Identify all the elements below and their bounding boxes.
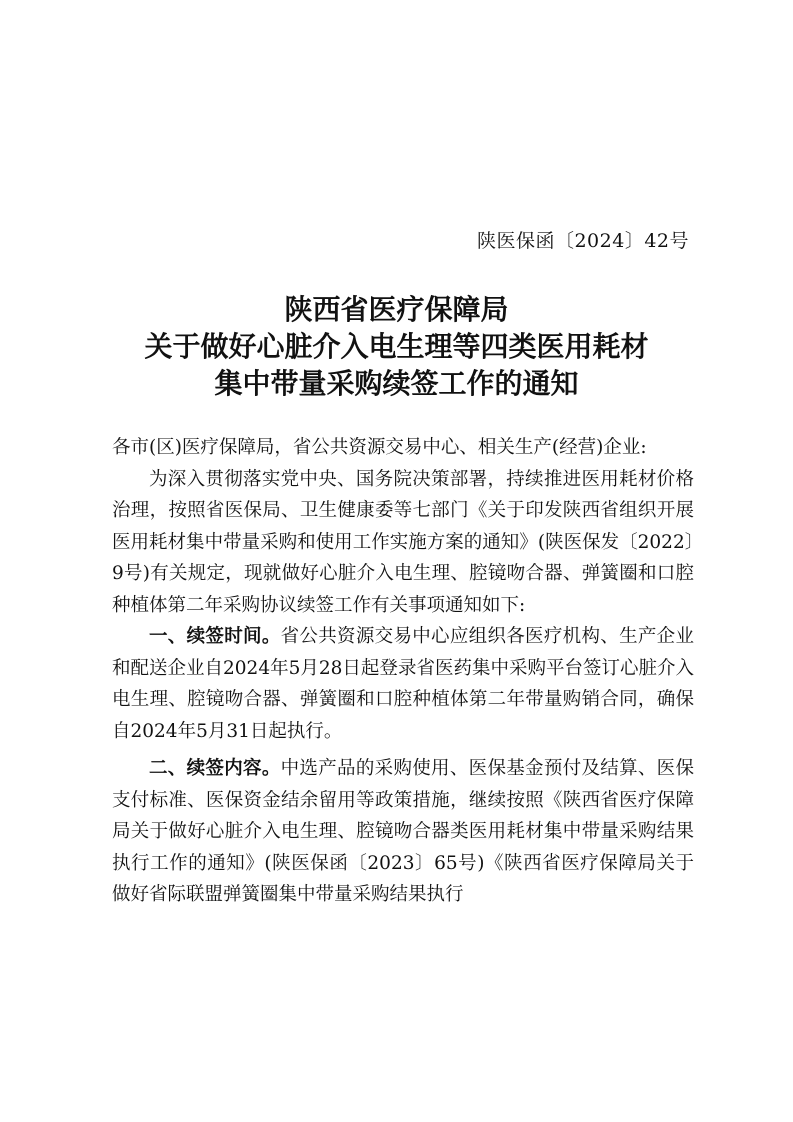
- section-paragraph: [112, 753, 694, 911]
- title-line-2: 关于做好心脏介入电生理等四类医用耗材: [144, 330, 649, 363]
- section-text: 省公共资源交易中心应组织各医疗机构、生产企业和配送企业自2024年5月28日起登录省医药集中采购平台签订心脏介入电生理、腔镜吻合器、弹簧圈和口腔种植体第二年带量购销合同，确保自2024年5月31日起执行。: [112, 626, 694, 742]
- section-heading: 二、续签内容。: [149, 758, 281, 779]
- intro-paragraph: 为深入贯彻落实党中央、国务院决策部署，持续推进医用耗材价格治理，按照省医保局、卫生健康委等七部门《关于印发陕西省组织开展医用耗材集中带量采购和使用工作实施方案的通知》(陕医保发〔2022〕9号)有关规定，现就做好心脏介入电生理、腔镜吻合器、弹簧圈和口腔种植体第二年采购协议续签工作有关事项通知如下:: [112, 468, 694, 616]
- document-number: 陕医保函〔2024〕42号: [476, 230, 689, 252]
- section-text: 中选产品的采购使用、医保基金预付及结算、医保支付标准、医保资金结余留用等政策措施，继续按照《陕西省医疗保障局关于做好心脏介入电生理、腔镜吻合器类医用耗材集中带量采购结果执行工作的通知》(陕医保函〔2023〕65号)《陕西省医疗保障局关于做好省际联盟弹簧圈集中带量采购结果执行: [112, 758, 694, 905]
- salutation: 各市(区)医疗保障局，省公共资源交易中心、相关生产(经营)企业:: [112, 437, 647, 458]
- section-heading: 一、续签时间。: [149, 626, 281, 647]
- document-body: [112, 432, 694, 911]
- title-line-1: 陕西省医疗保障局: [284, 293, 509, 326]
- section-paragraph: [112, 621, 694, 747]
- document-title: [0, 291, 793, 402]
- title-line-3: 集中带量采购续签工作的通知: [214, 367, 579, 400]
